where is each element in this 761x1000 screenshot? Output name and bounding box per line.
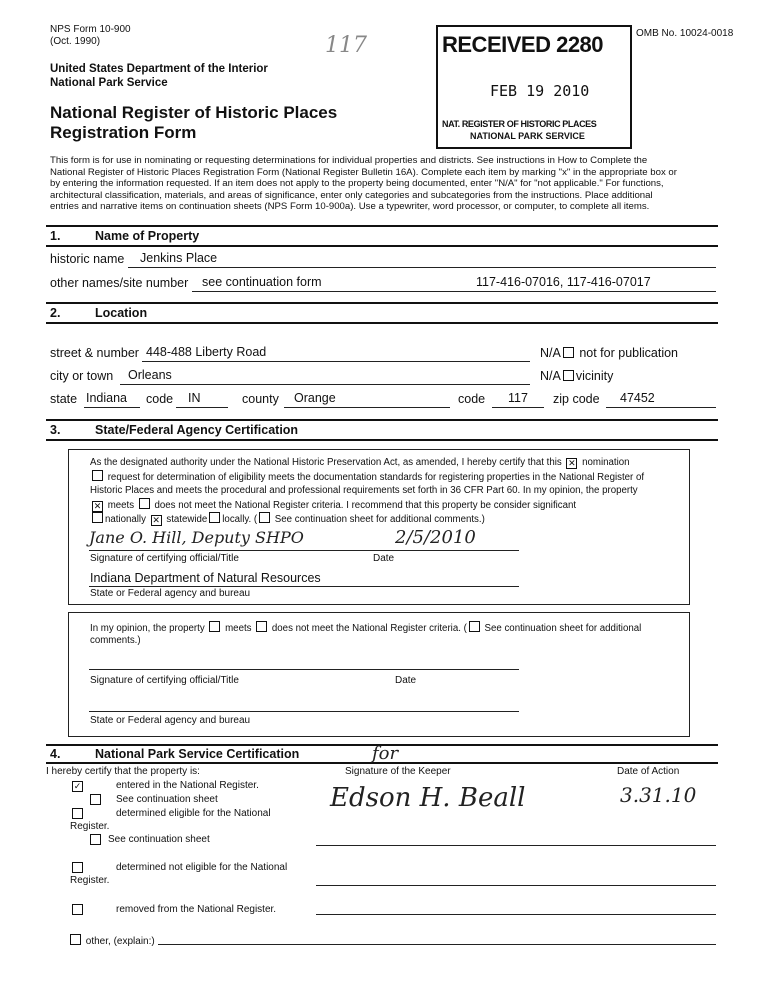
stamp-line1: NAT. REGISTER OF HISTORIC PLACES xyxy=(442,119,597,129)
does-not-meet-checkbox[interactable] xyxy=(139,498,150,509)
see-continuation-checkbox[interactable] xyxy=(90,794,101,805)
see-continuation-label: See continuation sheet xyxy=(108,834,210,845)
vicinity[interactable] xyxy=(540,369,613,383)
underline xyxy=(142,361,530,362)
underline xyxy=(176,407,228,408)
divider xyxy=(46,302,718,304)
divider xyxy=(46,322,718,324)
section-number: 1. xyxy=(50,229,61,243)
section-number: 4. xyxy=(50,747,61,761)
continuation-checkbox[interactable] xyxy=(469,621,480,632)
intro-line: entries and narrative items on continuation sheets (NPS Form 10-900a). Use a typewriter, word processor, or computer, to complete all items. xyxy=(50,201,650,213)
form-number: NPS Form 10-900 xyxy=(50,24,131,35)
cert-text: locally. ( xyxy=(222,514,258,526)
certify-label: I hereby certify that the property is: xyxy=(46,766,200,777)
underline xyxy=(492,407,544,408)
entered-label: entered in the National Register. xyxy=(116,780,259,791)
omb-number: OMB No. 10024-0018 xyxy=(636,28,734,39)
statewide-checkbox[interactable]: ✕ xyxy=(152,515,160,526)
see-continuation-checkbox[interactable] xyxy=(90,834,101,845)
state-value[interactable]: Indiana xyxy=(86,391,128,405)
cert-text: Historic Places and meets the procedural and professional requirements set forth in 36 CFR Part 60. In my opinion, the property xyxy=(90,485,638,497)
historic-name-label: historic name xyxy=(50,252,125,266)
form-date: (Oct. 1990) xyxy=(50,36,101,47)
zip-label: zip code xyxy=(553,392,600,406)
not-eligible-label: determined not eligible for the National xyxy=(116,862,288,873)
street-label: street & number xyxy=(50,346,139,360)
code-label: code xyxy=(146,392,174,406)
intro-line: National Register of Historic Places Registration Form (National Register Bulletin 16A). Complete each item by marking "x" in the appropriate box or xyxy=(50,166,677,178)
na-label: N/A xyxy=(540,369,561,383)
removed-checkbox[interactable] xyxy=(72,904,83,915)
cert-text: See continuation sheet for additional comments.) xyxy=(274,514,485,526)
section-title: Location xyxy=(95,306,148,320)
see-continuation-label: See continuation sheet xyxy=(116,794,218,805)
underline xyxy=(89,711,519,712)
agency: National Park Service xyxy=(50,77,168,89)
register-label: Register. xyxy=(70,875,110,886)
does-not-meet-checkbox[interactable] xyxy=(256,621,267,632)
opinion-label: comments.) xyxy=(90,635,141,646)
signature-label: Signature of certifying official/Title xyxy=(90,553,239,564)
section-title: National Park Service Certification xyxy=(95,747,300,761)
county-code[interactable]: 117 xyxy=(508,391,528,405)
other-explain-line[interactable] xyxy=(158,944,716,945)
received-stamp xyxy=(436,25,632,149)
keeper-signature: Edson H. Beall xyxy=(330,783,526,813)
stamp-date: FEB 19 2010 xyxy=(490,82,590,100)
underline xyxy=(120,384,530,385)
eligible-checkbox[interactable] xyxy=(72,808,83,819)
certifying-date: 2/5/2010 xyxy=(395,527,476,548)
agency-label: State or Federal agency and bureau xyxy=(90,715,251,726)
state-certification-box xyxy=(68,449,690,605)
other-checkbox[interactable] xyxy=(70,934,81,945)
divider xyxy=(46,225,718,227)
underline xyxy=(89,586,519,587)
locally-checkbox[interactable] xyxy=(209,512,220,523)
underline xyxy=(284,407,450,408)
section-number: 3. xyxy=(50,423,61,437)
not-for-publication[interactable] xyxy=(540,346,678,360)
department: United States Department of the Interior xyxy=(50,63,268,75)
county-value[interactable]: Orange xyxy=(294,391,336,405)
cert-text: request for determination of eligibility meets the documentation standards for registering properties in the National Register of xyxy=(107,471,645,483)
section-title: Name of Property xyxy=(95,229,200,243)
cert-text: does not meet the National Register criteria. I recommend that this property be consider significant xyxy=(154,499,577,511)
stamp-received: RECEIVED 2280 xyxy=(442,32,604,57)
continuation-checkbox[interactable] xyxy=(259,512,270,523)
intro-line: This form is for use in nominating or requesting determinations for individual properties and districts. See instructions in How to Complete the xyxy=(50,155,648,166)
date-label: Date xyxy=(395,675,417,686)
action-date: 3.31.10 xyxy=(620,783,697,807)
eligible-label: determined eligible for the National xyxy=(116,808,271,819)
agency-label: State or Federal agency and bureau xyxy=(90,588,251,599)
underline xyxy=(89,550,519,551)
intro-paragraph xyxy=(50,155,677,213)
underline xyxy=(84,407,140,408)
page-title: National Register of Historic Places xyxy=(50,103,338,122)
cert-text: nomination xyxy=(582,457,630,468)
opinion-label: meets xyxy=(225,623,252,634)
page-subtitle: Registration Form xyxy=(50,123,197,142)
other-names-label: other names/site number xyxy=(50,276,189,290)
other-label: other, (explain:) xyxy=(85,936,155,947)
cert-text: statewide xyxy=(166,514,208,526)
date-of-action-label: Date of Action xyxy=(617,766,680,777)
checkbox[interactable] xyxy=(563,347,574,358)
underline xyxy=(89,669,519,670)
county-label: county xyxy=(242,392,279,406)
divider xyxy=(46,439,718,441)
vicinity-label: vicinity xyxy=(575,369,614,383)
opinion-label: In my opinion, the property xyxy=(90,623,205,634)
nationally-checkbox[interactable] xyxy=(92,512,103,523)
zip-value[interactable]: 47452 xyxy=(620,391,655,405)
state-label: state xyxy=(50,392,78,406)
underline xyxy=(316,914,716,915)
opinion-text xyxy=(90,621,641,634)
agency-value[interactable]: Indiana Department of Natural Resources xyxy=(90,571,321,585)
opinion-label: See continuation sheet for additional xyxy=(484,623,642,634)
code-label: code xyxy=(458,392,486,406)
opinion-box xyxy=(68,612,690,737)
request-checkbox[interactable] xyxy=(92,470,103,481)
cert-text: As the designated authority under the National Historic Preservation Act, as amended, I hereby certify that this xyxy=(90,457,562,468)
underline xyxy=(316,885,716,886)
cert-text: meets xyxy=(107,499,135,511)
entered-checkbox[interactable]: ✓ xyxy=(73,781,82,791)
checkbox[interactable] xyxy=(563,370,574,381)
site-numbers: 117-416-07016, 117-416-07017 xyxy=(476,275,651,289)
intro-line: by entering the information requested. If an item does not apply to the property being documented, enter "N/A" for "not applicable." For functions, xyxy=(50,178,664,190)
section-title: State/Federal Agency Certification xyxy=(95,423,299,437)
handwritten-number: 117 xyxy=(325,33,367,58)
meets-checkbox[interactable] xyxy=(209,621,220,632)
cert-text: nationally xyxy=(105,514,146,526)
state-code[interactable]: IN xyxy=(188,391,201,405)
section-number: 2. xyxy=(50,306,61,320)
other-names-value[interactable]: see continuation form xyxy=(202,275,322,289)
for-handwritten: for xyxy=(372,743,399,764)
divider xyxy=(46,245,718,247)
certifying-signature: Jane O. Hill, Deputy SHPO xyxy=(89,528,304,547)
register-label: Register. xyxy=(70,821,110,832)
opinion-label: does not meet the National Register criteria. ( xyxy=(271,623,467,634)
underline xyxy=(128,267,716,268)
keeper-label: Signature of the Keeper xyxy=(345,766,451,777)
na-label: N/A xyxy=(540,346,561,360)
divider xyxy=(46,419,718,421)
certification-text xyxy=(90,456,644,527)
not-for-publication-label: not for publication xyxy=(579,346,679,360)
underline xyxy=(316,845,716,846)
intro-line: architectural classification, materials, and areas of significance, enter only categories and subcategories from the instructions. Place additional xyxy=(50,189,653,201)
historic-name-value[interactable]: Jenkins Place xyxy=(140,251,218,265)
removed-label: removed from the National Register. xyxy=(116,904,277,915)
city-value[interactable]: Orleans xyxy=(128,368,172,382)
city-label: city or town xyxy=(50,369,114,383)
stamp-line2: NATIONAL PARK SERVICE xyxy=(470,131,585,141)
meets-checkbox[interactable]: ✕ xyxy=(93,500,102,511)
date-label: Date xyxy=(373,553,395,564)
street-value[interactable]: 448-488 Liberty Road xyxy=(146,345,267,359)
not-eligible-checkbox[interactable] xyxy=(72,862,83,873)
nomination-checkbox[interactable]: ✕ xyxy=(568,458,576,468)
underline xyxy=(606,407,716,408)
signature-label: Signature of certifying official/Title xyxy=(90,675,239,686)
underline xyxy=(192,291,716,292)
